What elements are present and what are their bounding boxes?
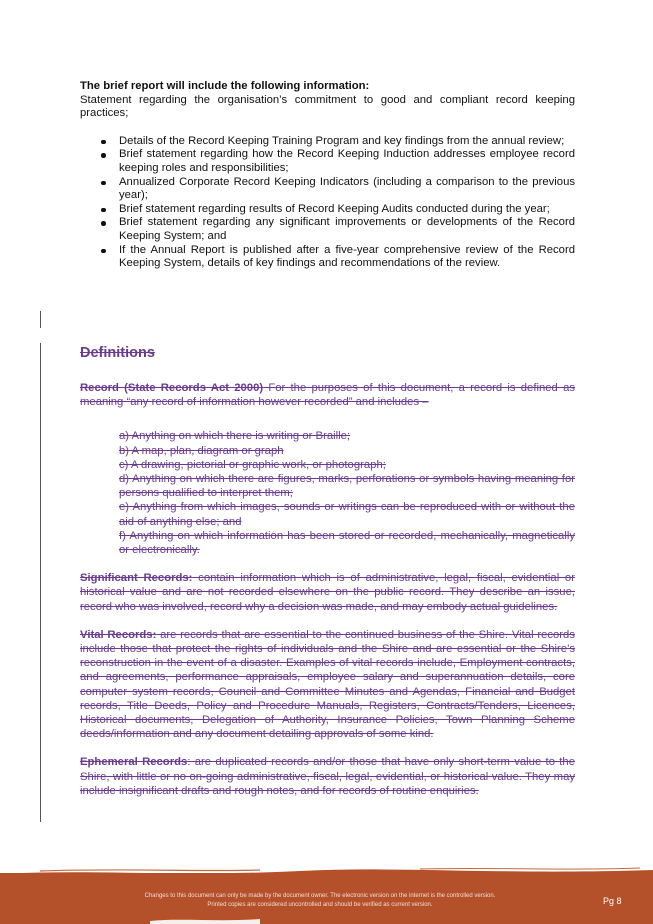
list-item: b) A map, plan, diagram or graph bbox=[119, 444, 284, 457]
ephemeral-term: Ephemeral Records bbox=[80, 756, 188, 769]
list-item: If the Annual Report is published after a five-year comprehensive review of the Record Keeping System, details of key findings and recommendations of the review. bbox=[80, 244, 575, 271]
footer-brushstroke-graphic bbox=[150, 916, 260, 924]
bullet-icon bbox=[101, 208, 106, 213]
list-item: Brief statement regarding how the Record Keeping Induction addresses employee record keeping roles and responsibilities; bbox=[80, 148, 575, 175]
bullet-icon bbox=[101, 140, 106, 145]
list-item: c) A drawing, pictorial or graphic work, or photograph; bbox=[119, 458, 386, 471]
page-number: Pg 8 bbox=[603, 896, 622, 906]
list-item: e) Anything from which images, sounds or writings can be reproduced with or without the aid of anything else; and bbox=[119, 501, 575, 528]
definitions-section bbox=[80, 345, 575, 798]
footer-line: Changes to this document can only be made by the document owner. The electronic version on the internet is the controlled version. bbox=[144, 893, 496, 899]
report-section bbox=[80, 80, 575, 271]
change-bar bbox=[40, 311, 41, 328]
bullet-icon bbox=[101, 249, 106, 254]
list-item: Brief statement regarding results of Record Keeping Audits conducted during the year; bbox=[80, 203, 575, 217]
list-item: Brief statement regarding any significant improvements or developments of the Record Keeping System; and bbox=[80, 216, 575, 243]
significant-definition: Significant Records: contain information which is of administrative, legal, fiscal, evidential or historical value and are not recorded elsewhere on the public record. They describe an issue, record who was involved, record why a decision was made, and may embody actual guidelines. bbox=[80, 572, 575, 613]
bullet-icon bbox=[101, 181, 106, 186]
vital-definition: Vital Records: are records that are essential to the continued business of the Shire. Vital records include those that protect the rights of individuals and the Shire and are essential or the Shire’s reconstruction in the event of a disaster. Examples of vital records include, Employment contracts, and agreements, performance appraisals, employee salary and superannuation details, core computer system records, Council and Committee Minutes and Agendas, Financial and Budget records, Title Deeds, Policy and Procedure Manuals, Registers, Contracts/Tenders, Licences, Historical documents, Delegation of Authority, Insurance Policies, Town Planning Scheme deeds/information and any document detailing approvals of some kind. bbox=[80, 628, 575, 741]
list-item: Annualized Corporate Record Keeping Indicators (including a comparison to the previous year); bbox=[80, 176, 575, 203]
report-intro: Statement regarding the organisation’s commitment to good and compliant record keeping practices; bbox=[80, 93, 575, 120]
record-term: Record (State Records Act 2000) bbox=[80, 382, 264, 394]
change-bar bbox=[40, 343, 41, 822]
list-item: f) Anything on which information has been stored or recorded, mechanically, magnetically or electronically. bbox=[119, 529, 575, 557]
ephemeral-definition: Ephemeral Records: are duplicated records and/or those that have only short-term value to the Shire, with little or no on-going administrative, fiscal, legal, evidential, or historical value. They may include insignificant drafts and rough notes, and for records of routine enquiries. bbox=[80, 756, 575, 797]
record-definition: Record (State Records Act 2000) For the purposes of this document, a record is defined as meaning “any record of information however recorded” and includes – bbox=[80, 382, 575, 409]
report-heading: The brief report will include the following information: bbox=[80, 80, 370, 92]
footer-line: Printed copies are considered uncontrolled and should be verified as current version. bbox=[207, 902, 433, 908]
list-item: a) Anything on which there is writing or Braille; bbox=[119, 430, 351, 443]
record-items bbox=[119, 429, 575, 557]
bullet-icon bbox=[101, 153, 106, 158]
significant-term: Significant Records: bbox=[80, 572, 193, 585]
bullet-icon bbox=[101, 221, 106, 226]
list-item: Details of the Record Keeping Training Program and key findings from the annual review; bbox=[80, 135, 575, 149]
definitions-title: Definitions bbox=[80, 345, 155, 361]
footer-disclaimer bbox=[0, 892, 640, 910]
list-item: d) Anything on which there are figures, marks, perforations or symbols having meaning for persons qualified to interpret them; bbox=[119, 473, 575, 500]
vital-term: Vital Records: bbox=[80, 628, 157, 641]
report-bullet-list bbox=[80, 135, 575, 271]
